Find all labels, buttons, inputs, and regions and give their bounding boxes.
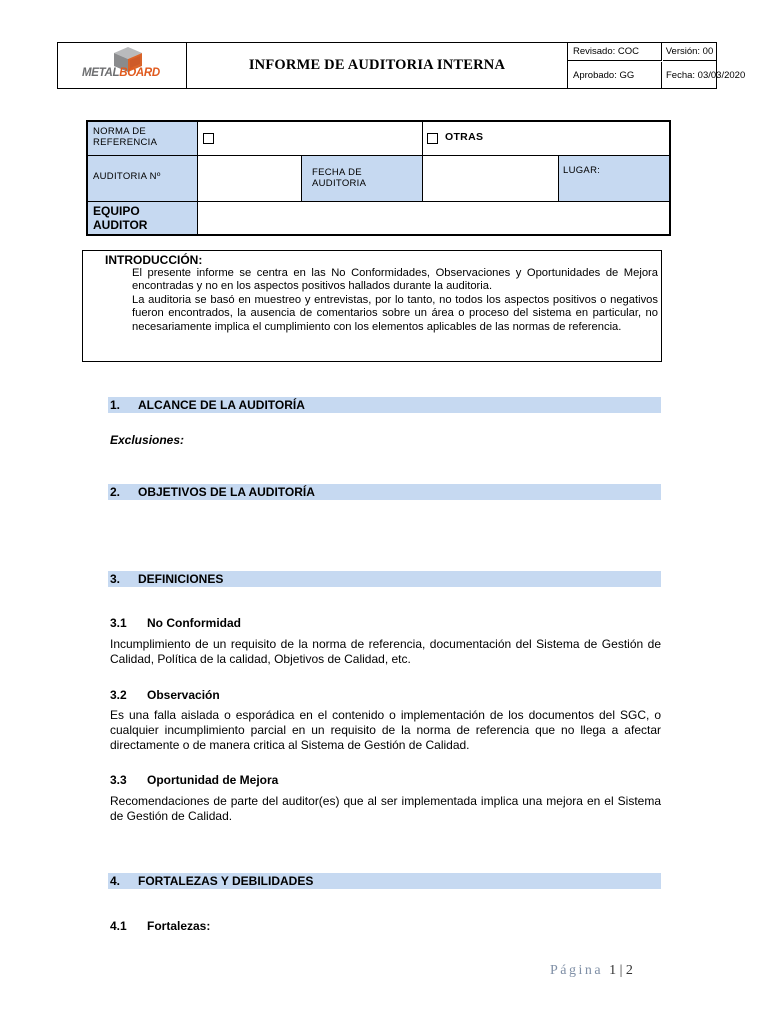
subsection-label: No Conformidad <box>147 616 241 630</box>
section-label: DEFINICIONES <box>138 572 224 586</box>
company-logo <box>58 43 187 88</box>
oportunidad-mejora-text: Recomendaciones de parte del auditor(es) que al ser implementada implica una mejora en el Sistema de Gestión de Calidad. <box>110 794 661 823</box>
aprobado-cell: Aprobado: GG <box>568 62 662 88</box>
subsection-label: Fortalezas: <box>147 919 211 933</box>
auditoria-num-value[interactable] <box>197 155 301 201</box>
subsection-label: Observación <box>147 688 220 702</box>
section-4-heading <box>108 873 661 889</box>
section-number: 1. <box>110 398 121 412</box>
exclusiones-label: Exclusiones: <box>110 433 185 447</box>
section-number: 2. <box>110 485 121 499</box>
section-2-heading <box>108 484 661 500</box>
otras-label: OTRAS <box>445 131 484 143</box>
version-cell: Versión: 00 <box>663 43 716 61</box>
section-number: 3. <box>110 572 121 586</box>
section-label: FORTALEZAS Y DEBILIDADES <box>138 874 314 888</box>
document-title: INFORME DE AUDITORIA INTERNA <box>187 43 568 88</box>
section-label: OBJETIVOS DE LA AUDITORÍA <box>138 485 315 499</box>
introduction-box <box>82 250 662 362</box>
section-number: 4. <box>110 874 121 888</box>
section-3-heading <box>108 571 661 587</box>
pagina-label: Página <box>550 963 604 978</box>
subsection-number: 3.3 <box>110 773 127 787</box>
logo-text-board: BOARD <box>119 67 160 79</box>
subsection-number: 4.1 <box>110 919 127 933</box>
intro-paragraph-1: El presente informe se centra en las No Conformidades, Observaciones y Oportunidades de Mejora encontradas y no en los aspectos positivos hallados durante la auditoria. <box>132 267 658 293</box>
equipo-auditor-label: EQUIPO AUDITOR <box>88 201 197 234</box>
observacion-text: Es una falla aislada o esporádica en el contenido o implementación de los documentos del SGC, o cualquier incumplimiento parcial en un requisito de la norma de referencia que no llega a afectar directamente o de manera critica al Sistema de Gestión de Calidad. <box>110 708 661 752</box>
logo-text-metal: METAL <box>82 67 120 79</box>
page-footer <box>550 963 633 979</box>
no-conformidad-text: Incumplimiento de un requisito de la norma de referencia, documentación del Sistema de Gestión de Calidad, Política de la calidad, Objetivos de Calidad, etc. <box>110 637 661 666</box>
norma-checkbox[interactable] <box>203 133 214 144</box>
fecha-auditoria-value[interactable] <box>422 155 558 201</box>
fecha-cell: Fecha: 03/03/2020 <box>666 69 746 81</box>
subsection-number: 3.1 <box>110 616 127 630</box>
logo-cube-icon <box>58 43 186 88</box>
section-1-heading <box>108 397 661 413</box>
section-label: ALCANCE DE LA AUDITORÍA <box>138 398 305 412</box>
subsection-number: 3.2 <box>110 688 127 702</box>
fecha-auditoria-label: FECHA DE AUDITORIA <box>301 155 422 201</box>
page-number: 1 | 2 <box>609 963 633 978</box>
otras-checkbox[interactable] <box>427 133 438 144</box>
lugar-label: LUGAR: <box>558 155 669 201</box>
reference-table <box>86 120 671 236</box>
equipo-auditor-value[interactable] <box>197 201 669 234</box>
revisado-cell: Revisado: COC <box>568 43 662 61</box>
document-header <box>57 42 746 89</box>
auditoria-num-label: AUDITORIA Nº <box>88 155 197 201</box>
subsection-label: Oportunidad de Mejora <box>147 773 279 787</box>
intro-title: INTRODUCCIÓN: <box>105 253 203 267</box>
otras-cell <box>422 122 669 155</box>
intro-paragraph-2: La auditoria se basó en muestreo y entrevistas, por lo tanto, no todos los aspectos positivos o negativos fueron encontrados, la ausencia de comentarios sobre un área o proceso del sistema en particular, no necesariamente implica el cumplimiento con los elementos aplicables de las normas de referencia. <box>132 294 658 333</box>
norma-referencia-value <box>197 122 422 155</box>
norma-referencia-label: NORMA DE REFERENCIA <box>88 122 197 155</box>
